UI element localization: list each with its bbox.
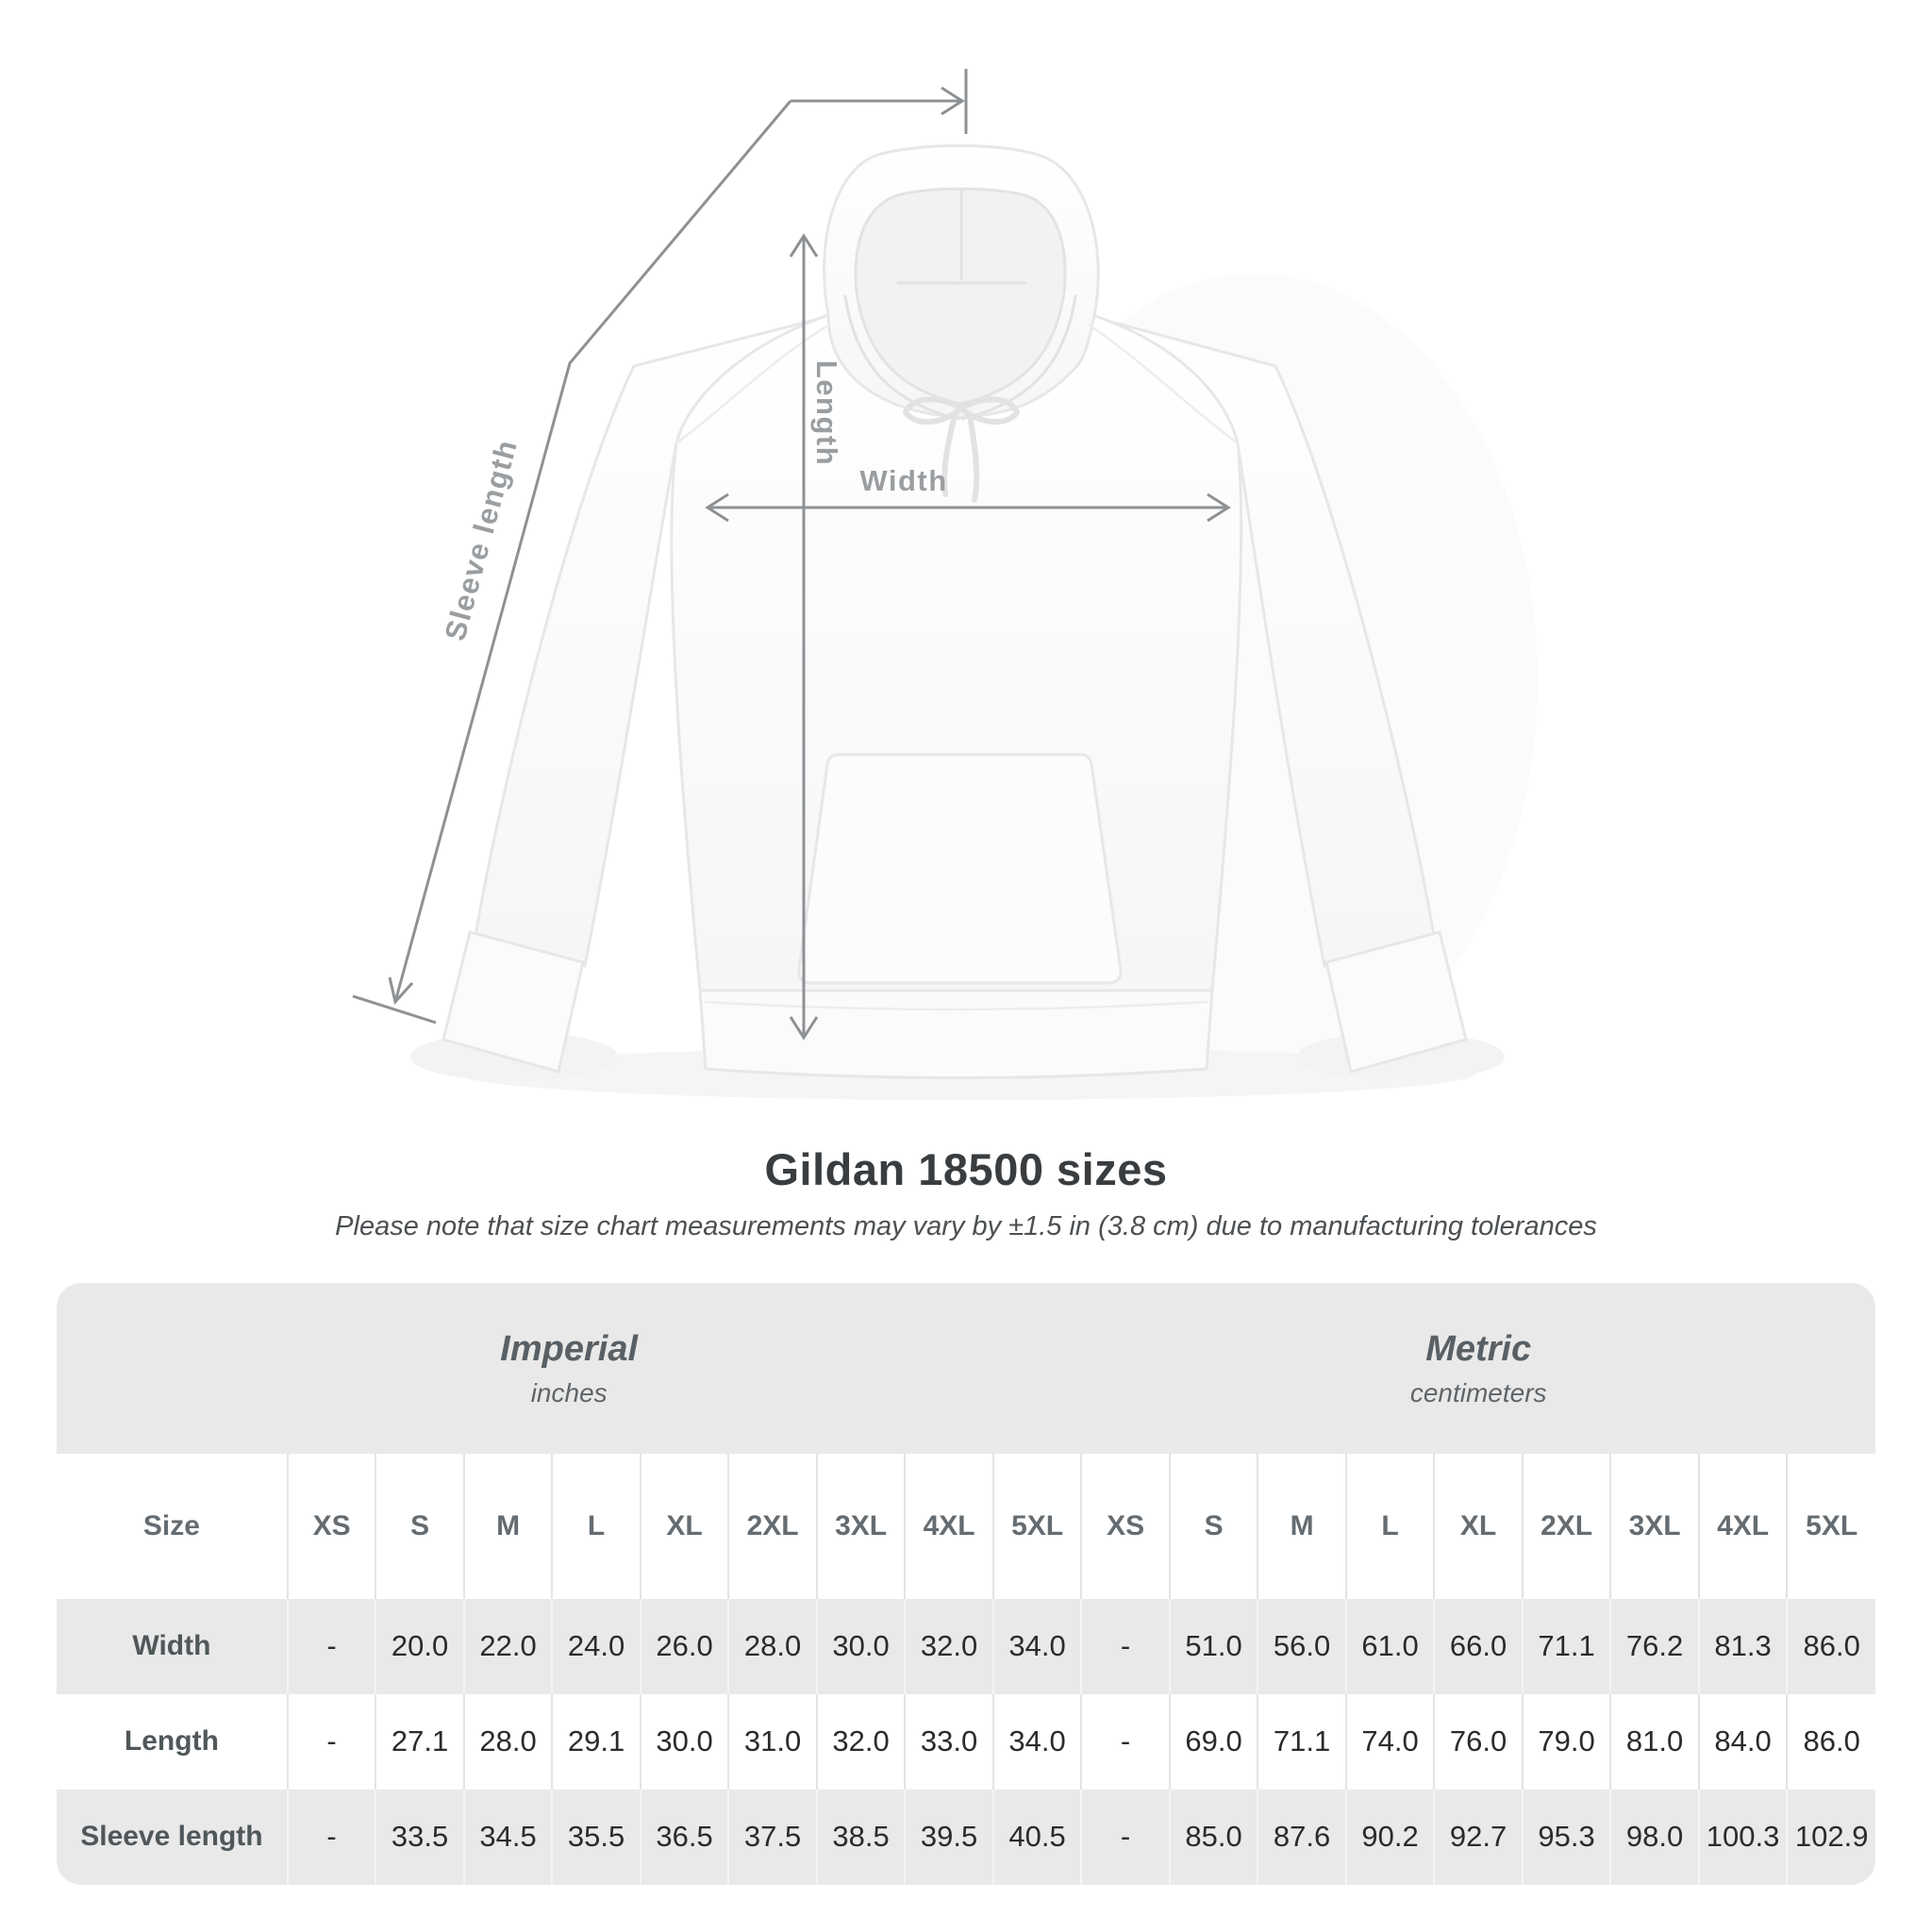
width-value-cell: 24.0 xyxy=(552,1599,641,1694)
size-column-header: 3XL xyxy=(817,1454,906,1598)
size-column-header: XL xyxy=(641,1454,729,1598)
sleeve-length-value-cell: - xyxy=(288,1790,376,1885)
length-value-cell: 31.0 xyxy=(728,1694,817,1790)
size-column-header: XS xyxy=(1081,1454,1170,1598)
width-value-cell: 28.0 xyxy=(728,1599,817,1694)
length-value-cell: - xyxy=(288,1694,376,1790)
metric-unit: centimeters xyxy=(1409,1377,1547,1407)
length-value-cell: 81.0 xyxy=(1610,1694,1699,1790)
row-label-width: Width xyxy=(57,1599,288,1694)
sleeve-length-value-cell: 35.5 xyxy=(552,1790,641,1885)
size-table-container xyxy=(57,1283,1875,1885)
sleeve-length-label: Sleeve length xyxy=(438,435,525,644)
width-value-cell: - xyxy=(1081,1599,1170,1694)
length-value-cell: - xyxy=(1081,1694,1170,1790)
width-value-cell: 26.0 xyxy=(641,1599,729,1694)
sleeve-length-value-cell: 36.5 xyxy=(641,1790,729,1885)
row-label-sleeve-length: Sleeve length xyxy=(57,1790,288,1885)
sleeve-length-value-cell: 87.6 xyxy=(1257,1790,1346,1885)
length-value-cell: 27.1 xyxy=(375,1694,464,1790)
size-column-header: L xyxy=(552,1454,641,1598)
page-title: Gildan 18500 sizes xyxy=(764,1144,1168,1194)
sleeve-length-value-cell: 95.3 xyxy=(1523,1790,1611,1885)
sleeve-length-value-cell: 39.5 xyxy=(905,1790,993,1885)
sleeve-length-value-cell: 100.3 xyxy=(1699,1790,1788,1885)
metric-header: Metric xyxy=(1425,1328,1532,1369)
sleeve-length-value-cell: 34.5 xyxy=(464,1790,553,1885)
width-value-cell: 76.2 xyxy=(1610,1599,1699,1694)
length-row xyxy=(57,1694,1875,1790)
size-table xyxy=(57,1283,1875,1885)
sleeve-length-value-cell: - xyxy=(1081,1790,1170,1885)
width-value-cell: 32.0 xyxy=(905,1599,993,1694)
size-column-header: 5XL xyxy=(993,1454,1082,1598)
length-value-cell: 71.1 xyxy=(1257,1694,1346,1790)
sleeve-length-value-cell: 92.7 xyxy=(1434,1790,1523,1885)
width-value-cell: 81.3 xyxy=(1699,1599,1788,1694)
tolerance-note: Please note that size chart measurements may vary by ±1.5 in (3.8 cm) due to manufacturing tolerances xyxy=(335,1211,1597,1241)
size-column-header: 4XL xyxy=(1699,1454,1788,1598)
length-value-cell: 69.0 xyxy=(1170,1694,1258,1790)
sleeve-length-value-cell: 33.5 xyxy=(375,1790,464,1885)
sleeve-length-value-cell: 38.5 xyxy=(817,1790,906,1885)
unit-header-row xyxy=(57,1283,1875,1454)
size-header-cell: Size xyxy=(142,1509,200,1541)
width-value-cell: 20.0 xyxy=(375,1599,464,1694)
length-value-cell: 86.0 xyxy=(1787,1694,1875,1790)
length-value-cell: 84.0 xyxy=(1699,1694,1788,1790)
length-value-cell: 32.0 xyxy=(817,1694,906,1790)
metric-header-cell xyxy=(1081,1283,1875,1454)
size-column-header: 4XL xyxy=(905,1454,993,1598)
size-column-header: M xyxy=(1257,1454,1346,1598)
imperial-header: Imperial xyxy=(500,1328,639,1369)
size-column-header: 3XL xyxy=(1610,1454,1699,1598)
size-column-header: 2XL xyxy=(1523,1454,1611,1598)
width-value-cell: - xyxy=(288,1599,376,1694)
sleeve-length-value-cell: 40.5 xyxy=(993,1790,1082,1885)
size-column-header: 5XL xyxy=(1787,1454,1875,1598)
size-column-header: S xyxy=(375,1454,464,1598)
length-value-cell: 79.0 xyxy=(1523,1694,1611,1790)
length-value-cell: 74.0 xyxy=(1346,1694,1435,1790)
sleeve-length-value-cell: 37.5 xyxy=(728,1790,817,1885)
sleeve-length-value-cell: 85.0 xyxy=(1170,1790,1258,1885)
width-value-cell: 61.0 xyxy=(1346,1599,1435,1694)
width-value-cell: 51.0 xyxy=(1170,1599,1258,1694)
size-header-row xyxy=(57,1454,1875,1598)
size-column-header: S xyxy=(1170,1454,1258,1598)
length-value-cell: 34.0 xyxy=(993,1694,1082,1790)
length-label: Length xyxy=(810,359,843,467)
width-value-cell: 56.0 xyxy=(1257,1599,1346,1694)
length-value-cell: 28.0 xyxy=(464,1694,553,1790)
sleeve-length-row xyxy=(57,1790,1875,1885)
row-label-length: Length xyxy=(57,1694,288,1790)
hoodie-pocket xyxy=(799,755,1121,983)
title-block xyxy=(0,1143,1932,1242)
sleeve-length-value-cell: 102.9 xyxy=(1787,1790,1875,1885)
size-column-header: L xyxy=(1346,1454,1435,1598)
imperial-unit: inches xyxy=(530,1377,608,1407)
length-value-cell: 30.0 xyxy=(641,1694,729,1790)
width-value-cell: 86.0 xyxy=(1787,1599,1875,1694)
length-value-cell: 29.1 xyxy=(552,1694,641,1790)
length-value-cell: 76.0 xyxy=(1434,1694,1523,1790)
width-value-cell: 71.1 xyxy=(1523,1599,1611,1694)
width-value-cell: 34.0 xyxy=(993,1599,1082,1694)
sleeve-length-value-cell: 98.0 xyxy=(1610,1790,1699,1885)
size-column-header: XL xyxy=(1434,1454,1523,1598)
size-column-header: M xyxy=(464,1454,553,1598)
width-value-cell: 30.0 xyxy=(817,1599,906,1694)
size-column-header: 2XL xyxy=(728,1454,817,1598)
imperial-header-cell xyxy=(57,1283,1081,1454)
width-label: Width xyxy=(859,464,948,497)
width-value-cell: 66.0 xyxy=(1434,1599,1523,1694)
length-value-cell: 33.0 xyxy=(905,1694,993,1790)
size-column-header: XS xyxy=(288,1454,376,1598)
width-value-cell: 22.0 xyxy=(464,1599,553,1694)
hoodie-hem-band xyxy=(700,991,1212,1078)
sleeve-length-value-cell: 90.2 xyxy=(1346,1790,1435,1885)
width-row xyxy=(57,1599,1875,1694)
